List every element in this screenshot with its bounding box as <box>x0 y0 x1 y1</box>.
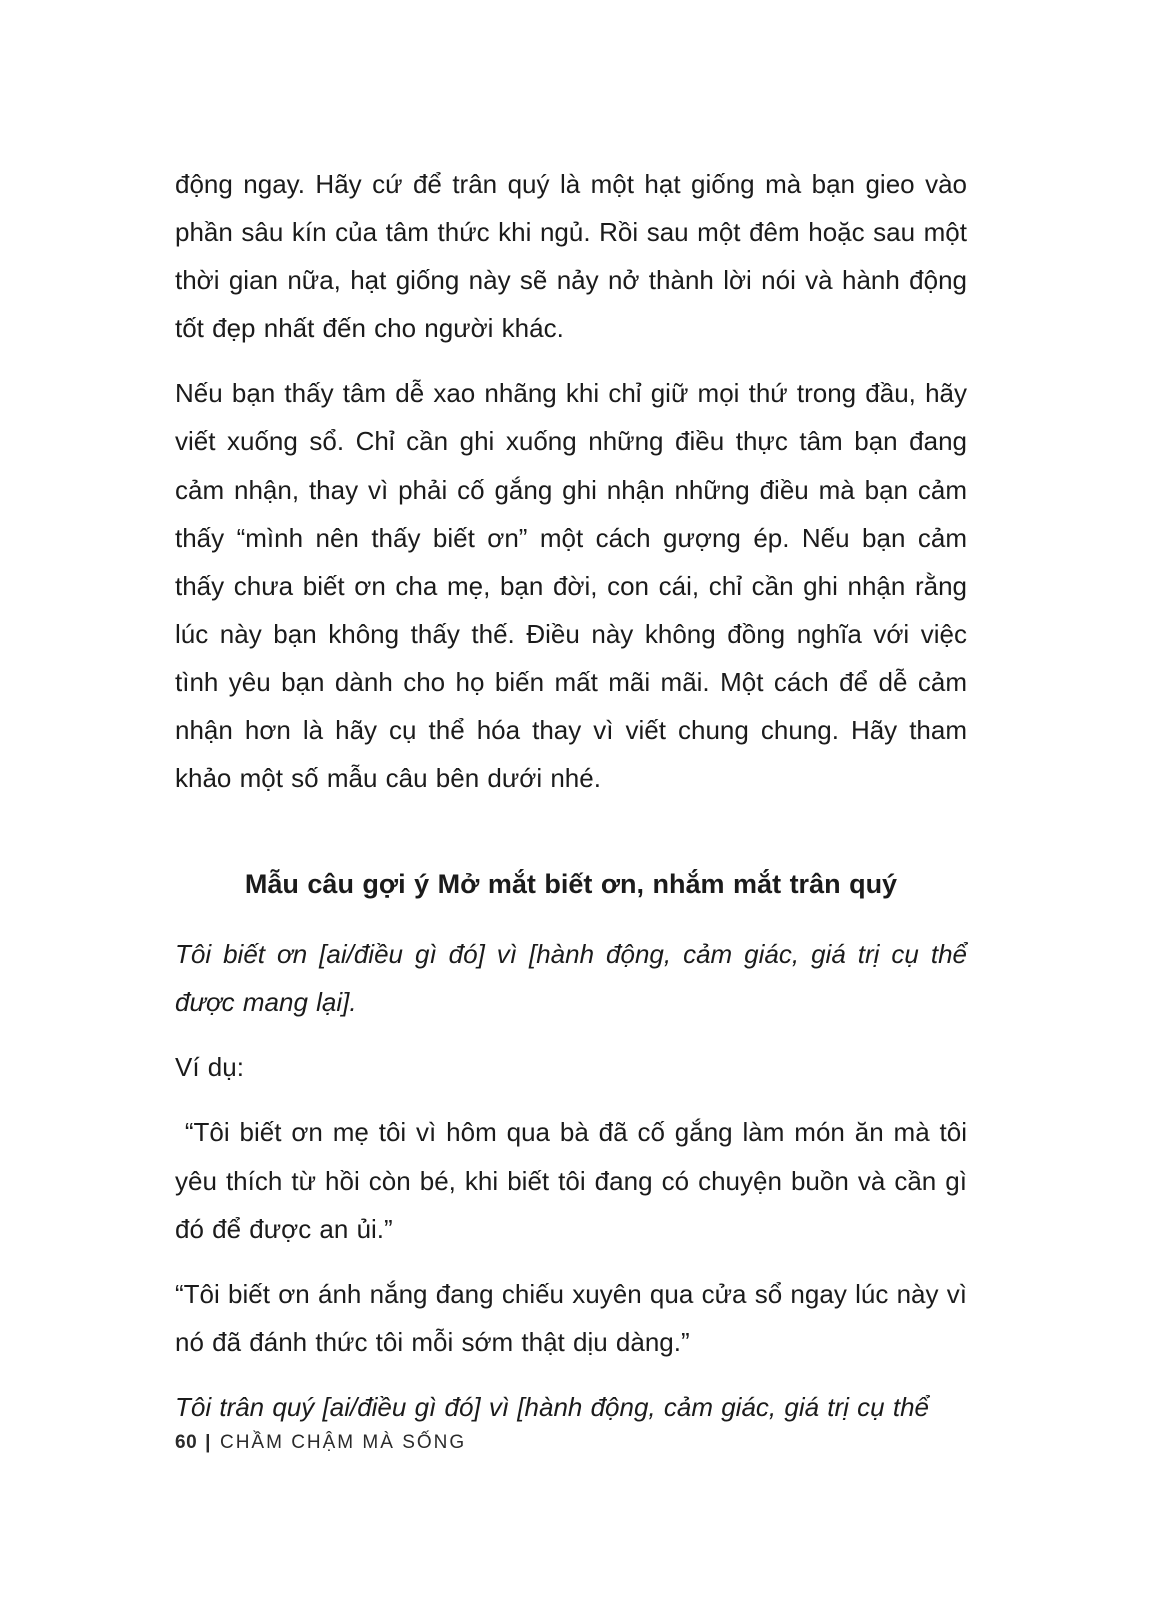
body-paragraph: Nếu bạn thấy tâm dễ xao nhãng khi chỉ giữ mọi thứ trong đầu, hãy viết xuống sổ. Chỉ cần ghi xuống những điều thực tâm bạn đang cảm nhận, thay vì phải cố gắng ghi nhận những điều mà bạn cảm thấy “mình nên thấy biết ơn” một cách gượng ép. Nếu bạn cảm thấy chưa biết ơn cha mẹ, bạn đời, con cái, chỉ cần ghi nhận rằng lúc này bạn không thấy thế. Điều này không đồng nghĩa với việc tình yêu bạn dành cho họ biến mất mãi mãi. Một cách để dễ cảm nhận hơn là hãy cụ thể hóa thay vì viết chung chung. Hãy tham khảo một số mẫu câu bên dưới nhé. <box>175 378 976 794</box>
body-paragraph: động ngay. Hãy cứ để trân quý là một hạt giống mà bạn gieo vào phần sâu kín của tâm thức khi ngủ. Rồi sau một đêm hoặc sau một thời gian nữa, hạt giống này sẽ nảy nở thành lời nói và hành động tốt đẹp nhất đến cho người khác. <box>175 169 976 344</box>
footer-separator: | <box>205 1432 212 1453</box>
page-content <box>175 160 976 1448</box>
template-sentence-paragraph: Tôi biết ơn [ai/điều gì đó] vì [hành động, cảm giác, giá trị cụ thể được mang lại]. <box>175 939 976 1018</box>
example-label-paragraph: Ví dụ: <box>175 1052 244 1083</box>
example-paragraph: “Tôi biết ơn ánh nắng đang chiếu xuyên qua cửa sổ ngay lúc này vì nó đã đánh thức tôi mỗi sớm thật dịu dàng.” <box>175 1278 976 1357</box>
page-footer <box>175 1432 466 1454</box>
example-paragraph: “Tôi biết ơn mẹ tôi vì hôm qua bà đã cố gắng làm món ăn mà tôi yêu thích từ hồi còn bé, khi biết tôi đang có chuyện buồn và cần gì đó để được an ủi.” <box>175 1117 976 1244</box>
page-number: 60 <box>175 1432 198 1453</box>
section-heading: Mẫu câu gợi ý Mở mắt biết ơn, nhắm mắt trân quý <box>244 869 898 900</box>
template-sentence-paragraph: Tôi trân quý [ai/điều gì đó] vì [hành động, cảm giác, giá trị cụ thể <box>175 1391 929 1422</box>
book-title: CHẦM CHẬM MÀ SỐNG <box>219 1432 467 1453</box>
